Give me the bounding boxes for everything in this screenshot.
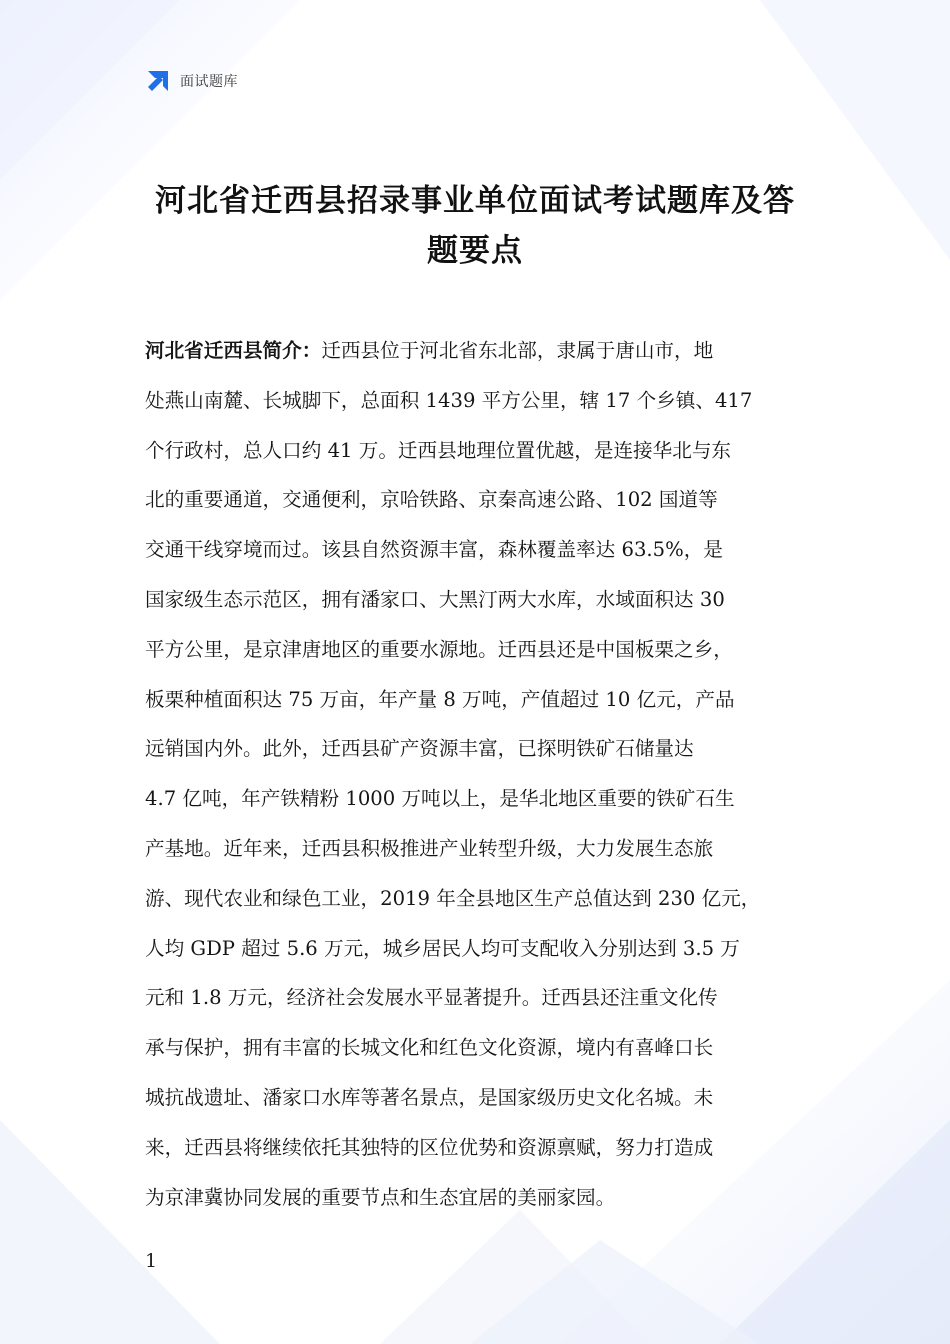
- header: [145, 68, 238, 94]
- body-line: 远销国内外。此外，迁西县矿产资源丰富，已探明铁矿石储量达: [145, 737, 694, 761]
- brand-text: 面试题库: [180, 74, 238, 90]
- title-line-2: 题要点: [427, 233, 523, 269]
- body-line: 游、现代农业和绿色工业，2019 年全县地区生产总值达到 230 亿元，: [145, 886, 761, 910]
- arrow-up-right-icon: [145, 68, 171, 94]
- body-line: 产基地。近年来，迁西县积极推进产业转型升级，大力发展生态旅: [145, 836, 714, 860]
- body-line: 为京津冀协同发展的重要节点和生态宜居的美丽家园。: [145, 1185, 616, 1209]
- body-line: 个行政村，总人口约 41 万。迁西县地理位置优越，是连接华北与东: [145, 438, 732, 462]
- body-line: 板栗种植面积达 75 万亩，年产量 8 万吨，产值超过 10 亿元，产品: [145, 687, 735, 711]
- body-line: 4.7 亿吨，年产铁精粉 1000 万吨以上，是华北地区重要的铁矿石生: [145, 787, 735, 811]
- body-paragraph: [145, 326, 809, 1222]
- body-line: 北的重要通道，交通便利，京哈铁路、京秦高速公路、102 国道等: [145, 488, 718, 512]
- body-line: 国家级生态示范区，拥有潘家口、大黑汀两大水库，水域面积达 30: [145, 587, 725, 611]
- body-line: 承与保护，拥有丰富的长城文化和红色文化资源，境内有喜峰口长: [145, 1036, 714, 1060]
- body-line: 元和 1.8 万元，经济社会发展水平显著提升。迁西县还注重文化传: [145, 986, 718, 1010]
- title-line-1: 河北省迁西县招录事业单位面试考试题库及答: [155, 183, 795, 219]
- body-line: 迁西县位于河北省东北部，隶属于唐山市，地: [321, 339, 714, 362]
- lead-label: 河北省迁西县简介：: [145, 339, 322, 362]
- page-number: 1: [145, 1250, 158, 1272]
- body-line: 交通干线穿境而过。该县自然资源丰富，森林覆盖率达 63.5%，是: [145, 538, 723, 562]
- document-title: [140, 176, 810, 276]
- body-line: 城抗战遗址、潘家口水库等著名景点，是国家级历史文化名城。未: [145, 1085, 714, 1109]
- body-line: 来，迁西县将继续依托其独特的区位优势和资源禀赋，努力打造成: [145, 1135, 714, 1159]
- body-line: 处燕山南麓、长城脚下，总面积 1439 平方公里，辖 17 个乡镇、417: [145, 388, 753, 412]
- body-line: 平方公里，是京津唐地区的重要水源地。迁西县还是中国板栗之乡，: [145, 637, 733, 661]
- body-line: 人均 GDP 超过 5.6 万元，城乡居民人均可支配收入分别达到 3.5 万: [145, 936, 740, 960]
